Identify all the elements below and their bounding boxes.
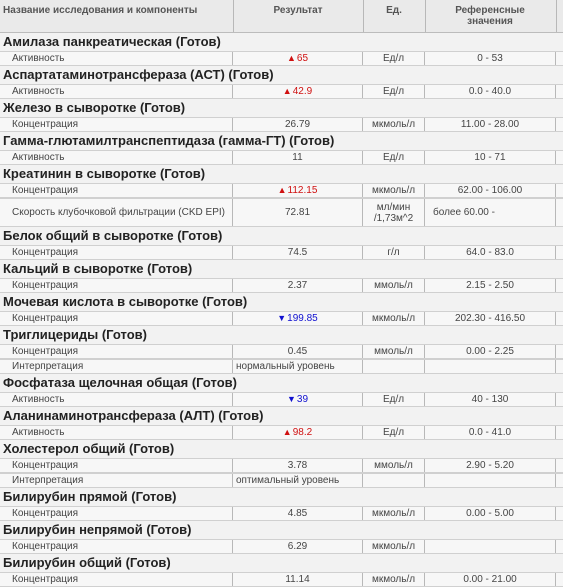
reference-cell: 0.0 - 40.0 bbox=[425, 85, 556, 98]
result-value: 112.15 bbox=[287, 185, 318, 196]
result-value: 72.81 bbox=[284, 207, 311, 218]
result-value: 0.45 bbox=[287, 346, 308, 357]
test-title: Фосфатаза щелочная общая (Готов) bbox=[3, 375, 237, 390]
test-title: Холестерол общий (Готов) bbox=[3, 441, 175, 456]
table-row bbox=[0, 572, 563, 587]
result-cell bbox=[233, 474, 363, 487]
header-result: Результат bbox=[273, 4, 323, 16]
table-row bbox=[0, 278, 563, 293]
test-title: Железо в сыворотке (Готов) bbox=[3, 100, 186, 115]
table-row bbox=[0, 245, 563, 260]
unit-cell bbox=[363, 360, 425, 373]
result-value: 42.9 bbox=[292, 86, 313, 97]
reference-cell: 0 - 53 bbox=[425, 52, 556, 65]
unit-cell: мкмоль/л bbox=[363, 507, 425, 520]
triangle-up-icon: ▲ bbox=[286, 53, 296, 63]
header-reference: Референсные значения bbox=[455, 5, 525, 27]
test-title: Гамма-глютамилтранспептидаза (гамма-ГТ) (Готов) bbox=[3, 133, 335, 148]
unit-cell: мкмоль/л bbox=[363, 184, 425, 197]
table-row bbox=[0, 117, 563, 132]
result-value: 2.37 bbox=[287, 280, 308, 291]
result-value: 98.2 bbox=[292, 427, 313, 438]
reference-cell: 40 - 130 bbox=[425, 393, 556, 406]
triangle-down-icon: ▼ bbox=[286, 394, 296, 404]
table-row bbox=[0, 473, 563, 488]
table-row bbox=[0, 392, 563, 407]
result-value: 11 bbox=[292, 152, 303, 163]
result-cell bbox=[233, 85, 363, 98]
unit-cell: Ед/л bbox=[363, 393, 425, 406]
result-cell bbox=[233, 151, 363, 164]
result-cell bbox=[233, 459, 363, 472]
component-name: Активность bbox=[0, 151, 233, 164]
reference-cell: 0.00 - 5.00 bbox=[425, 507, 556, 520]
test-title: Билирубин общий (Готов) bbox=[3, 555, 171, 570]
triangle-up-icon: ▲ bbox=[282, 86, 292, 96]
reference-cell: 2.15 - 2.50 bbox=[425, 279, 556, 292]
reference-cell: 64.0 - 83.0 bbox=[425, 246, 556, 259]
table-row bbox=[0, 198, 563, 227]
unit-cell: Ед/л bbox=[363, 85, 425, 98]
result-cell bbox=[233, 426, 363, 439]
reference-cell: 202.30 - 416.50 bbox=[425, 312, 556, 325]
unit-cell bbox=[363, 474, 425, 487]
component-name: Концентрация bbox=[0, 246, 233, 259]
result-value: 199.85 bbox=[287, 313, 318, 324]
component-name: Концентрация bbox=[0, 573, 233, 586]
result-value: нормальный уровень bbox=[236, 361, 335, 372]
unit-cell: Ед/л bbox=[363, 52, 425, 65]
component-name: Активность bbox=[0, 393, 233, 406]
result-cell bbox=[233, 507, 363, 520]
component-name: Концентрация bbox=[0, 279, 233, 292]
table-row bbox=[0, 506, 563, 521]
unit-cell: мкмоль/л bbox=[363, 540, 425, 553]
header-divider bbox=[233, 0, 234, 32]
reference-cell: 0.0 - 41.0 bbox=[425, 426, 556, 439]
result-cell bbox=[233, 360, 363, 373]
result-value: 11.14 bbox=[285, 574, 310, 585]
header-unit: Ед. bbox=[386, 4, 402, 16]
result-value: оптимальный уровень bbox=[236, 475, 340, 486]
result-cell bbox=[233, 184, 363, 197]
result-value: 26.79 bbox=[284, 119, 311, 130]
result-cell bbox=[233, 52, 363, 65]
reference-cell: 0.00 - 2.25 bbox=[425, 345, 556, 358]
unit-cell: Ед/л bbox=[363, 426, 425, 439]
triangle-up-icon: ▲ bbox=[282, 427, 292, 437]
reference-cell: 0.00 - 21.00 bbox=[425, 573, 556, 586]
test-title: Кальций в сыворотке (Готов) bbox=[3, 261, 193, 276]
unit-cell: мкмоль/л bbox=[363, 312, 425, 325]
result-value: 4.85 bbox=[287, 508, 308, 519]
table-row bbox=[0, 311, 563, 326]
result-cell bbox=[233, 345, 363, 358]
table-row bbox=[0, 425, 563, 440]
unit-cell: мл/мин /1,73м^2 bbox=[363, 199, 425, 226]
reference-cell bbox=[425, 474, 556, 487]
component-name: Концентрация bbox=[0, 312, 233, 325]
header-divider bbox=[556, 0, 557, 32]
header-divider bbox=[363, 0, 364, 32]
component-name: Интерпретация bbox=[0, 474, 233, 487]
unit-cell: мкмоль/л bbox=[363, 118, 425, 131]
test-title: Белок общий в сыворотке (Готов) bbox=[3, 228, 223, 243]
table-row bbox=[0, 51, 563, 66]
table-row bbox=[0, 150, 563, 165]
triangle-up-icon: ▲ bbox=[277, 185, 287, 195]
reference-cell: 2.90 - 5.20 bbox=[425, 459, 556, 472]
reference-cell: 10 - 71 bbox=[425, 151, 556, 164]
reference-cell: 11.00 - 28.00 bbox=[425, 118, 556, 131]
test-title: Билирубин непрямой (Готов) bbox=[3, 522, 192, 537]
result-value: 3.78 bbox=[287, 460, 308, 471]
test-title: Амилаза панкреатическая (Готов) bbox=[3, 34, 221, 49]
table-row bbox=[0, 84, 563, 99]
result-cell bbox=[233, 246, 363, 259]
component-name: Активность bbox=[0, 426, 233, 439]
unit-cell: ммоль/л bbox=[363, 345, 425, 358]
component-name: Активность bbox=[0, 85, 233, 98]
test-title: Аланинаминотрансфераза (АЛТ) (Готов) bbox=[3, 408, 264, 423]
unit-cell: мкмоль/л bbox=[363, 573, 425, 586]
table-header bbox=[0, 0, 563, 33]
unit-cell: ммоль/л bbox=[363, 279, 425, 292]
result-cell bbox=[233, 312, 363, 325]
triangle-down-icon: ▼ bbox=[277, 313, 287, 323]
table-row bbox=[0, 539, 563, 554]
result-value: 65 bbox=[296, 53, 309, 64]
test-title: Мочевая кислота в сыворотке (Готов) bbox=[3, 294, 248, 309]
unit-cell: Ед/л bbox=[363, 151, 425, 164]
component-name: Концентрация bbox=[0, 184, 233, 197]
result-cell bbox=[233, 199, 363, 226]
test-title: Креатинин в сыворотке (Готов) bbox=[3, 166, 206, 181]
result-value: 74.5 bbox=[287, 247, 308, 258]
result-cell bbox=[233, 118, 363, 131]
component-name: Активность bbox=[0, 52, 233, 65]
unit-cell: ммоль/л bbox=[363, 459, 425, 472]
component-name: Концентрация bbox=[0, 459, 233, 472]
table-row bbox=[0, 344, 563, 359]
result-value: 39 bbox=[296, 394, 309, 405]
component-name: Концентрация bbox=[0, 507, 233, 520]
table-row bbox=[0, 458, 563, 473]
component-name: Скорость клубочковой фильтрации (CKD EPI) bbox=[0, 199, 233, 226]
component-name: Концентрация bbox=[0, 118, 233, 131]
reference-cell bbox=[425, 360, 556, 373]
result-cell bbox=[233, 573, 363, 586]
result-value: 6.29 bbox=[287, 541, 308, 552]
header-divider bbox=[425, 0, 426, 32]
test-title: Триглицериды (Готов) bbox=[3, 327, 147, 342]
test-title: Аспартатаминотрансфераза (АСТ) (Готов) bbox=[3, 67, 274, 82]
result-cell bbox=[233, 540, 363, 553]
table-row bbox=[0, 183, 563, 198]
component-name: Концентрация bbox=[0, 540, 233, 553]
header-name: Название исследования и компоненты bbox=[3, 4, 198, 16]
component-name: Интерпретация bbox=[0, 360, 233, 373]
table-row bbox=[0, 359, 563, 374]
reference-cell: 62.00 - 106.00 bbox=[425, 184, 556, 197]
result-cell bbox=[233, 393, 363, 406]
component-name: Концентрация bbox=[0, 345, 233, 358]
reference-cell: более 60.00 - bbox=[425, 199, 556, 226]
unit-cell: г/л bbox=[363, 246, 425, 259]
reference-cell bbox=[425, 540, 556, 553]
test-title: Билирубин прямой (Готов) bbox=[3, 489, 177, 504]
result-cell bbox=[233, 279, 363, 292]
